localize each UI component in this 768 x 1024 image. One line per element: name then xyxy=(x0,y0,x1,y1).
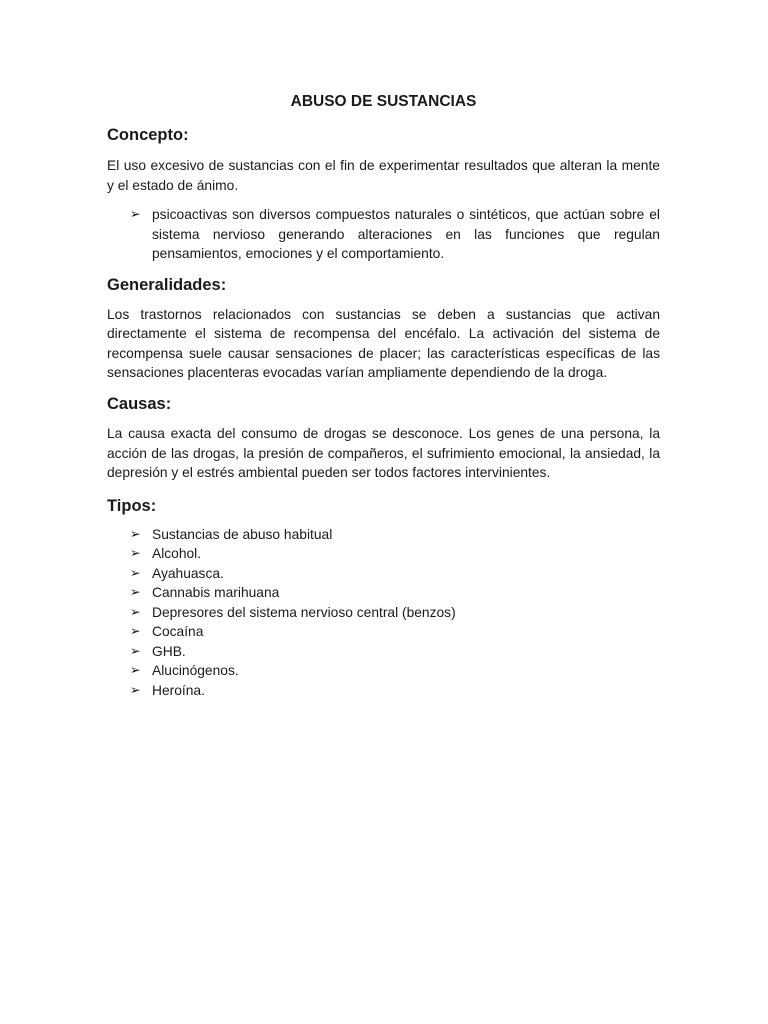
concept-heading: Concepto: xyxy=(107,126,189,144)
list-item xyxy=(107,661,660,681)
causes-section xyxy=(107,393,660,483)
arrowhead-bullet-icon: ➢ xyxy=(130,643,141,658)
list-item xyxy=(107,205,660,264)
general-section xyxy=(107,274,660,383)
arrowhead-bullet-icon: ➢ xyxy=(130,207,141,222)
type-item-text: Cannabis marihuana xyxy=(152,585,280,601)
concept-section xyxy=(107,124,660,264)
document-page xyxy=(107,92,660,700)
arrowhead-bullet-icon: ➢ xyxy=(130,682,141,697)
list-item xyxy=(107,622,660,642)
list-item xyxy=(107,525,660,545)
arrowhead-bullet-icon: ➢ xyxy=(130,604,141,619)
type-item-text: Sustancias de abuso habitual xyxy=(152,526,333,542)
type-item-text: Alucinógenos. xyxy=(152,663,239,679)
document-title: ABUSO DE SUSTANCIAS xyxy=(290,93,477,110)
type-item-text: GHB. xyxy=(152,643,186,659)
arrowhead-bullet-icon: ➢ xyxy=(130,624,141,639)
list-item xyxy=(107,564,660,584)
list-item xyxy=(107,544,660,564)
types-section xyxy=(107,495,660,701)
concept-bullet-list xyxy=(107,205,660,264)
types-list xyxy=(107,525,660,701)
general-heading: Generalidades: xyxy=(107,275,227,294)
type-item-text: Alcohol. xyxy=(152,546,202,562)
type-item-text: Cocaína xyxy=(152,624,204,640)
list-item xyxy=(107,642,660,662)
arrowhead-bullet-icon: ➢ xyxy=(130,526,141,541)
type-item-text: Depresores del sistema nervioso central (benzos) xyxy=(152,604,456,620)
arrowhead-bullet-icon: ➢ xyxy=(130,585,141,600)
type-item-text: Heroína. xyxy=(152,682,205,698)
list-item xyxy=(107,583,660,603)
general-paragraph: Los trastornos relacionados con sustancias se deben a sustancias que activan directamente el sistema de recompensa del encéfalo. La activación del sistema de recompensa suele causar sensaciones de placer; las características específicas de las sensaciones placenteras evocadas varían ampliamente dependiendo de la droga. xyxy=(107,306,660,381)
list-item xyxy=(107,603,660,623)
arrowhead-bullet-icon: ➢ xyxy=(130,565,141,580)
list-item xyxy=(107,681,660,701)
arrowhead-bullet-icon: ➢ xyxy=(130,663,141,678)
concept-bullet-text: psicoactivas son diversos compuestos naturales o sintéticos, que actúan sobre el sistema nervioso generando alteraciones en las funciones que regulan pensamientos, emociones y el comportamiento. xyxy=(152,207,660,262)
concept-paragraph: El uso excesivo de sustancias con el fin de experimentar resultados que alteran la mente y el estado de ánimo. xyxy=(107,158,660,193)
types-heading: Tipos: xyxy=(107,496,157,515)
causes-heading: Causas: xyxy=(107,395,172,414)
type-item-text: Ayahuasca. xyxy=(152,565,224,581)
causes-paragraph: La causa exacta del consumo de drogas se desconoce. Los genes de una persona, la acción de las drogas, la presión de compañeros, el sufrimiento emocional, la ansiedad, la depresión y el estrés ambiental pueden ser todos factores intervinientes. xyxy=(107,426,660,481)
arrowhead-bullet-icon: ➢ xyxy=(130,546,141,561)
